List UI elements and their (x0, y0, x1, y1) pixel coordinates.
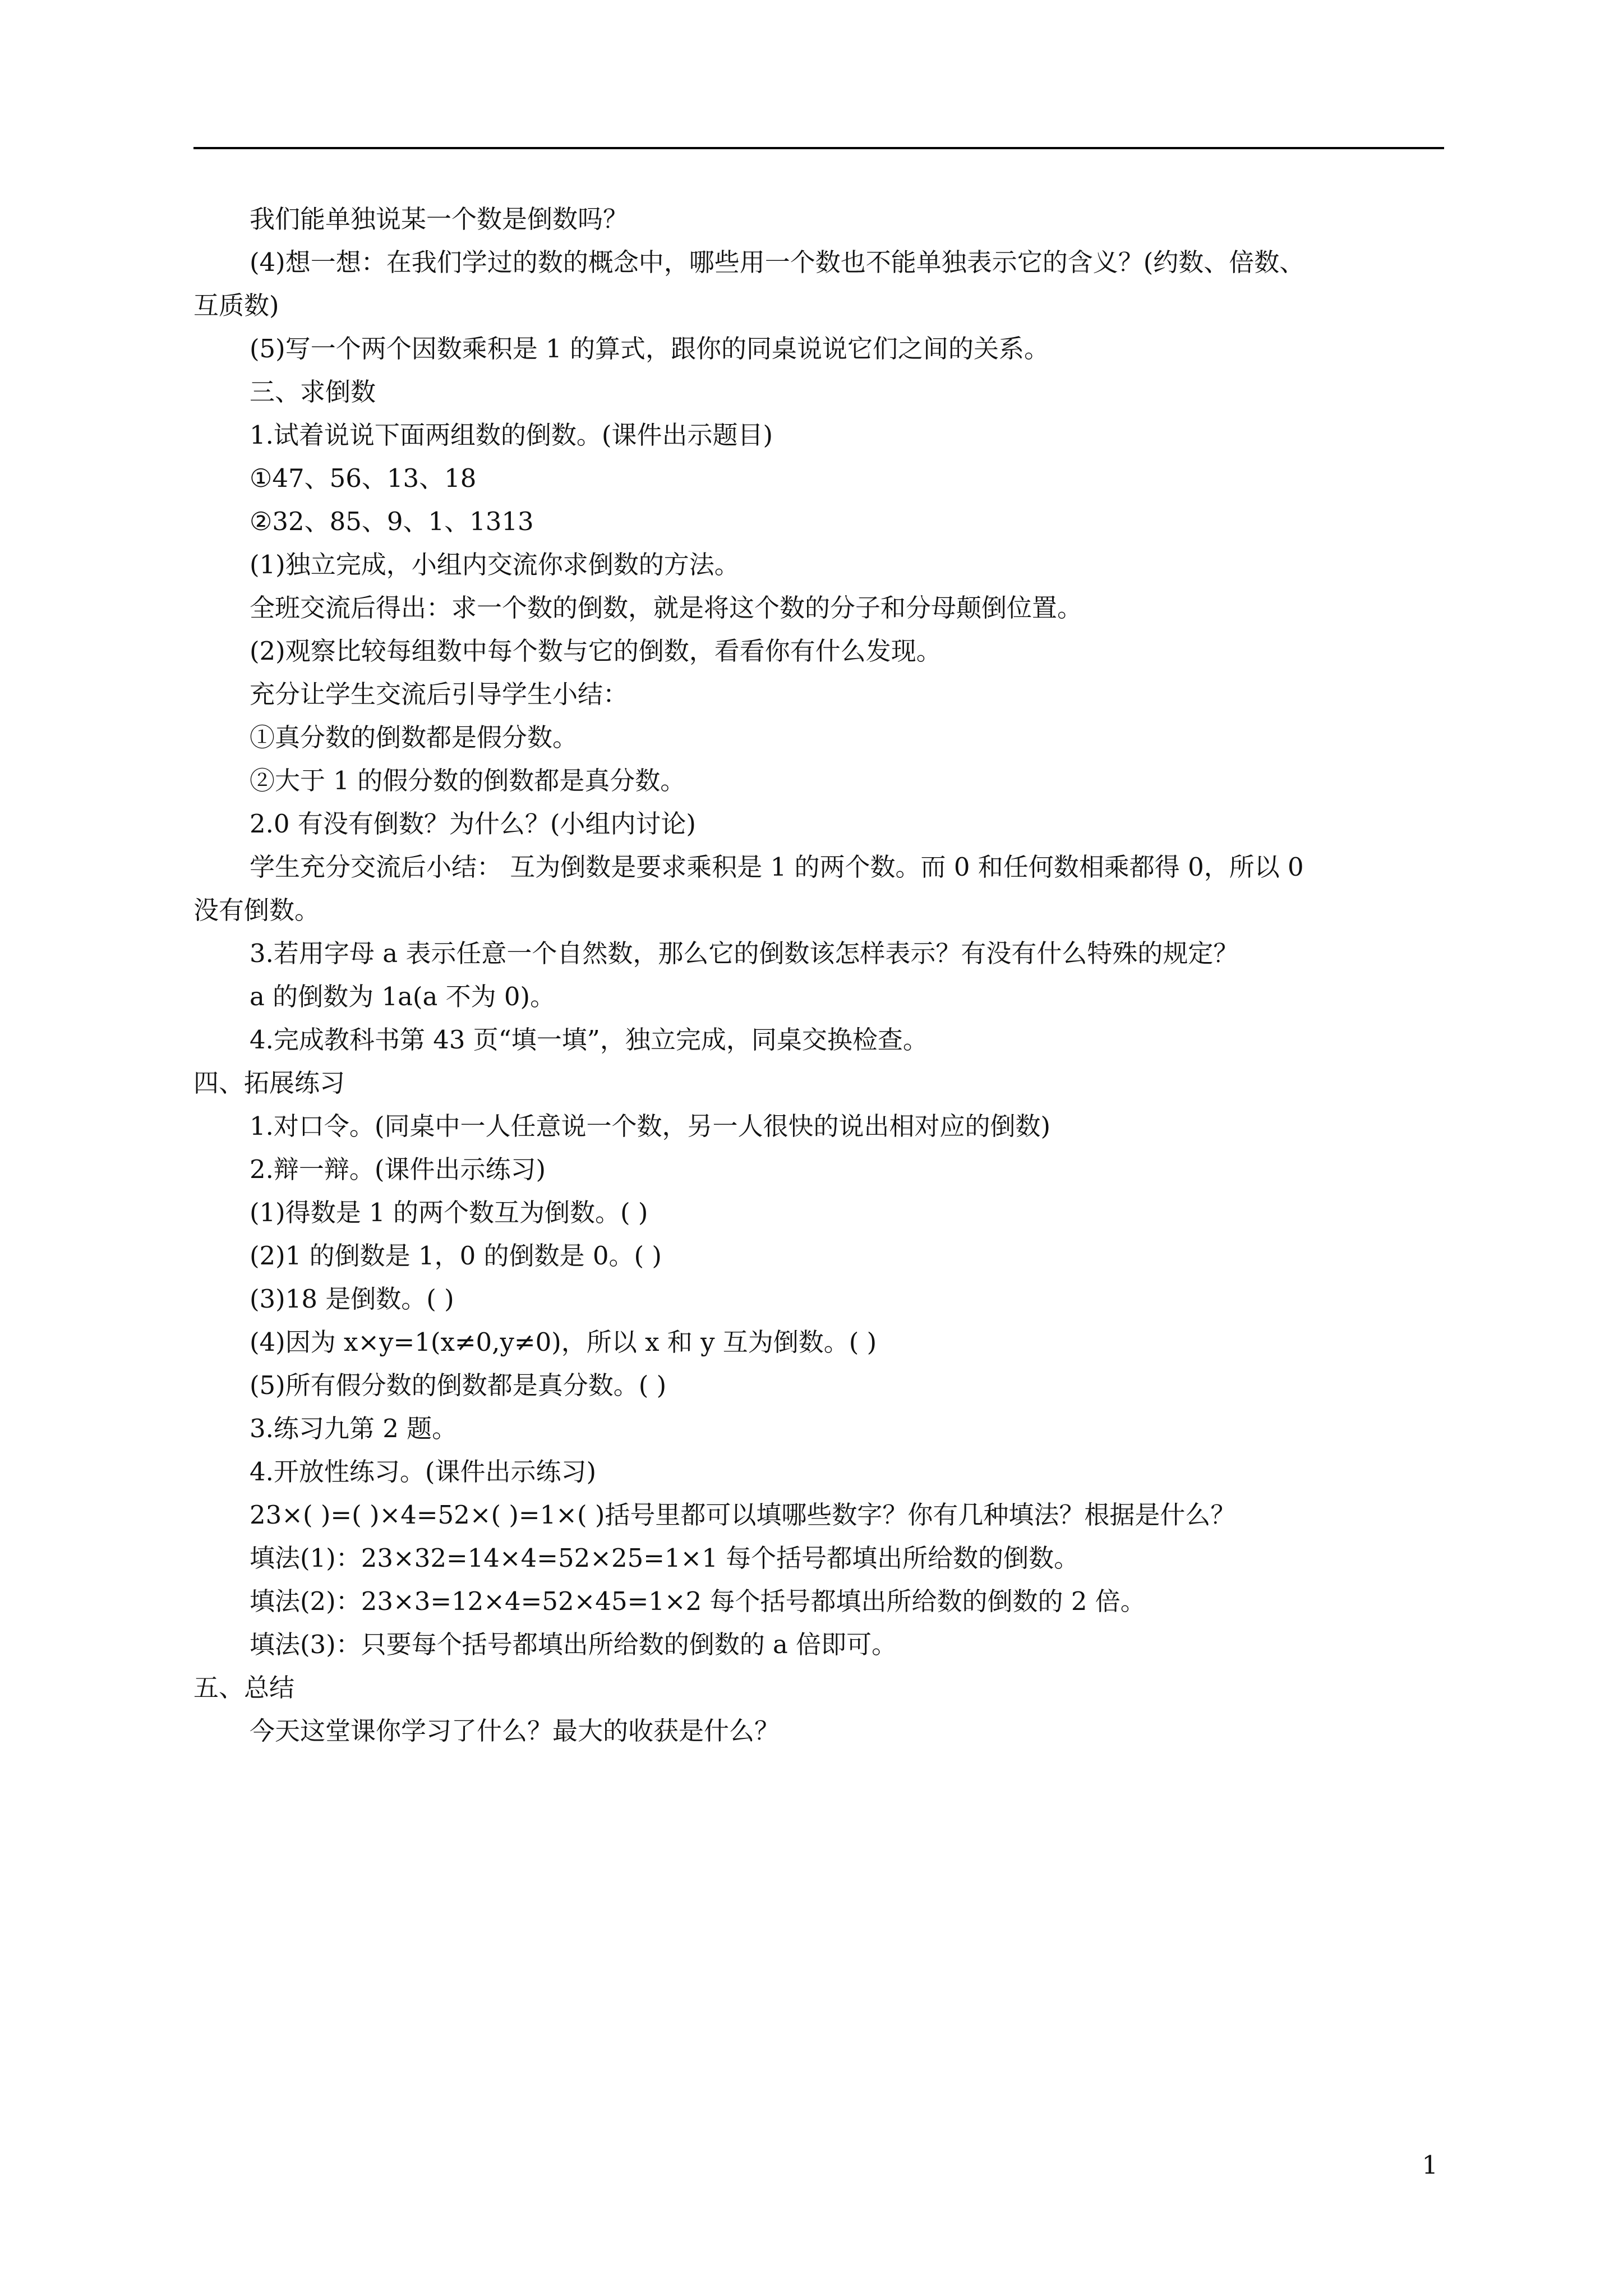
text-line: (1)独立完成，小组内交流你求倒数的方法。 (250, 550, 740, 579)
text-line: 1.对口令。(同桌中一人任意说一个数，另一人很快的说出相对应的倒数) (250, 1111, 1051, 1141)
text-line: 1.试着说说下面两组数的倒数。(课件出示题目) (250, 420, 773, 450)
text-line: 3.练习九第 2 题。 (250, 1414, 458, 1443)
text-line: 填法(1)：23×32=14×4=52×25=1×1 每个括号都填出所给数的倒数。 (250, 1543, 1080, 1573)
text-line: 今天这堂课你学习了什么？最大的收获是什么？ (250, 1716, 780, 1746)
text-line: 学生充分交流后小结： 互为倒数是要求乘积是 1 的两个数。而 0 和任何数相乘都得 0，所以 0 (250, 852, 1304, 882)
text-line: ②32、85、9、1、1313 (250, 507, 534, 536)
text-line: (1)得数是 1 的两个数互为倒数。( ) (250, 1198, 648, 1227)
text-line: 4.完成教科书第 43 页“填一填”，独立完成，同桌交换检查。 (250, 1025, 928, 1055)
text-line: 四、拓展练习 (193, 1068, 345, 1098)
text-line: 没有倒数。 (193, 895, 320, 925)
document-body (193, 197, 1444, 1752)
text-line: 我们能单独说某一个数是倒数吗？ (250, 204, 629, 234)
text-line: 填法(2)：23×3=12×4=52×45=1×2 每个括号都填出所给数的倒数的 2 倍。 (250, 1586, 1146, 1616)
text-line: 填法(3)：只要每个括号都填出所给数的倒数的 a 倍即可。 (250, 1630, 897, 1659)
text-line: (5)所有假分数的倒数都是真分数。( ) (250, 1370, 667, 1400)
text-line: ①47、56、13、18 (250, 463, 477, 493)
text-line: 充分让学生交流后引导学生小结： (250, 679, 629, 709)
text-line: (2)1 的倒数是 1，0 的倒数是 0。( ) (250, 1241, 662, 1271)
text-line: ②大于 1 的假分数的倒数都是真分数。 (250, 766, 686, 795)
text-line: 互质数) (193, 291, 279, 320)
text-line: 2.0 有没有倒数？为什么？(小组内讨论) (250, 809, 696, 839)
text-line: 4.开放性练习。(课件出示练习) (250, 1457, 597, 1487)
text-line: 全班交流后得出：求一个数的倒数，就是将这个数的分子和分母颠倒位置。 (250, 593, 1083, 623)
text-line: (5)写一个两个因数乘积是 1 的算式，跟你的同桌说说它们之间的关系。 (250, 334, 1049, 364)
text-line: 3.若用字母 a 表示任意一个自然数，那么它的倒数该怎样表示？有没有什么特殊的规定？ (250, 938, 1239, 968)
text-line: 2.辩一辩。(课件出示练习) (250, 1154, 546, 1184)
header-rule (193, 147, 1444, 149)
text-line: 五、总结 (193, 1673, 295, 1703)
text-line: (3)18 是倒数。( ) (250, 1284, 454, 1314)
text-line: 三、求倒数 (250, 377, 376, 407)
text-line: a 的倒数为 1a(a 不为 0)。 (250, 982, 556, 1011)
text-line: 23×( )=( )×4=52×( )=1×( )括号里都可以填哪些数字？你有几种填法？根据是什么？ (250, 1500, 1236, 1530)
page-number: 1 (1422, 2150, 1438, 2180)
text-line: ①真分数的倒数都是假分数。 (250, 723, 578, 752)
text-line: (4)想一想：在我们学过的数的概念中，哪些用一个数也不能单独表示它的含义？(约数、倍数、 (250, 247, 1305, 277)
text-line: (2)观察比较每组数中每个数与它的倒数，看看你有什么发现。 (250, 636, 942, 666)
text-line: (4)因为 x×y=1(x≠0,y≠0)，所以 x 和 y 互为倒数。( ) (250, 1327, 877, 1357)
